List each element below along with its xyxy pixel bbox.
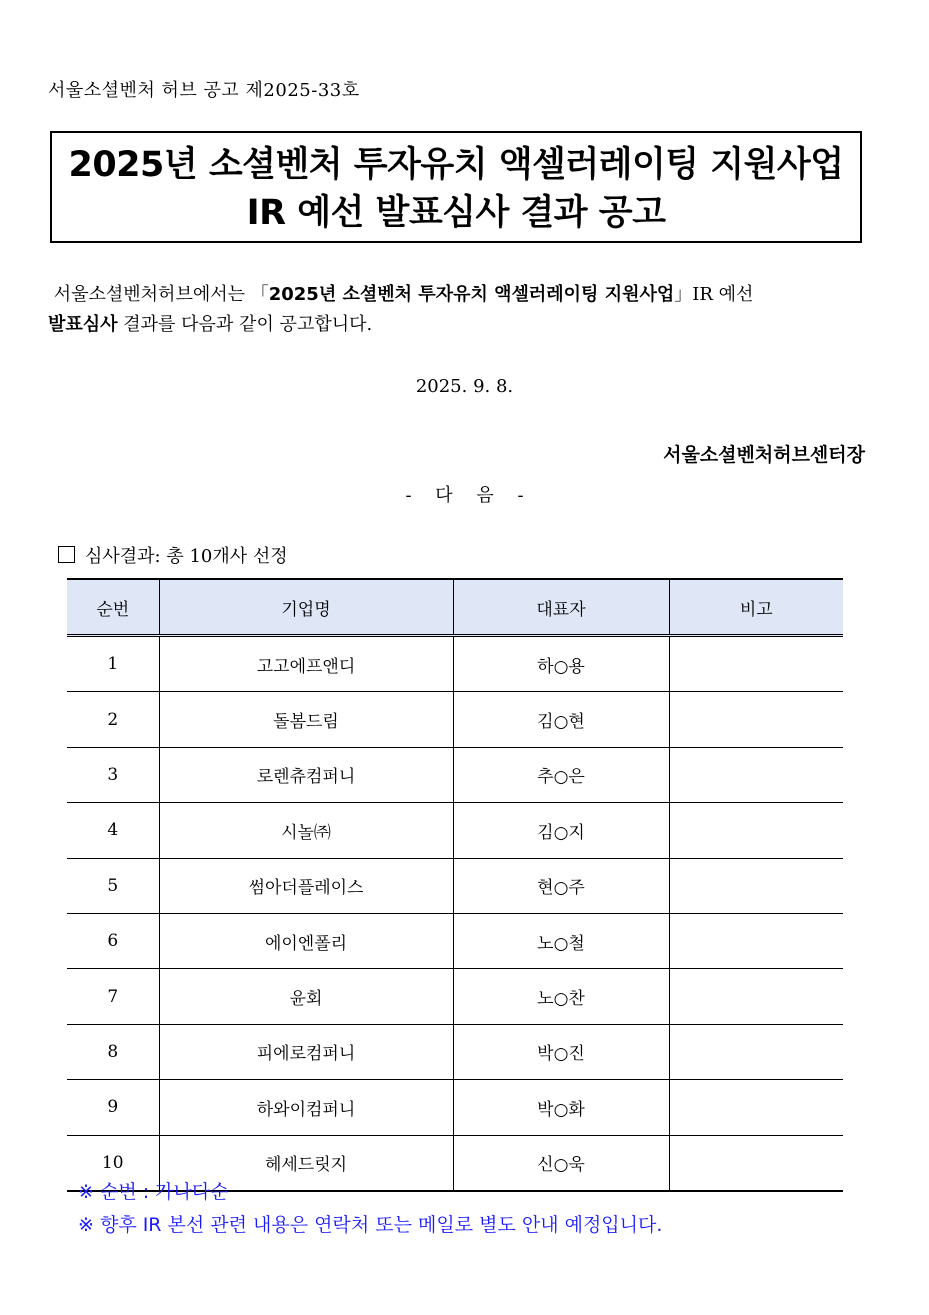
cell-ceo: 박○진 [453,1024,669,1079]
cell-no: 1 [67,636,159,692]
header-company: 기업명 [159,579,453,636]
intro-paragraph [48,280,866,340]
table-row [67,747,843,802]
cell-note [669,1024,843,1079]
note-order: ※ 순번 : 가나다순 [78,1181,229,1203]
cell-note [669,636,843,692]
intro-text-1: 서울소셜벤처허브에서는 「 [53,284,269,305]
notice-number: 서울소셜벤처 허브 공고 제2025-33호 [48,80,360,101]
cell-no: 3 [67,747,159,802]
cell-no: 10 [67,1135,159,1191]
cell-company: 에이엔폴리 [159,913,453,968]
checkbox-square-icon [58,546,75,563]
title-line-1: 2025년 소셜벤처 투자유치 액셀러레이팅 지원사업 [68,145,844,185]
cell-company: 윤회 [159,969,453,1024]
cell-note [669,747,843,802]
cell-ceo: 박○화 [453,1080,669,1135]
cell-no: 9 [67,1080,159,1135]
cell-note [669,692,843,747]
cell-no: 7 [67,969,159,1024]
table-row [67,913,843,968]
cell-ceo: 하○용 [453,636,669,692]
cell-ceo: 노○철 [453,913,669,968]
cell-note [669,858,843,913]
table-header-row [67,579,843,636]
cell-note [669,913,843,968]
table-row [67,969,843,1024]
cell-no: 2 [67,692,159,747]
notice-date: 2025. 9. 8. [415,376,514,397]
intro-bold: 발표심사 [48,314,118,335]
cell-company: 돌봄드림 [159,692,453,747]
header-no: 순번 [67,579,159,636]
header-note: 비고 [669,579,843,636]
issuer: 서울소셜벤처허브센터장 [663,444,865,466]
cell-company: 하와이컴퍼니 [159,1080,453,1135]
cell-company: 피에로컴퍼니 [159,1024,453,1079]
cell-ceo: 김○현 [453,692,669,747]
cell-company: 썸아더플레이스 [159,858,453,913]
cell-no: 5 [67,858,159,913]
cell-note [669,1135,843,1191]
results-table [67,578,843,1192]
cell-note [669,803,843,858]
program-name: 2025년 소셜벤처 투자유치 액셀러레이팅 지원사업 [268,284,675,305]
following-heading: - 다 음 - [405,485,524,506]
cell-note [669,969,843,1024]
table-row [67,636,843,692]
cell-ceo: 추○은 [453,747,669,802]
cell-note [669,1080,843,1135]
section-title [58,542,288,568]
cell-no: 4 [67,803,159,858]
table-row [67,858,843,913]
cell-ceo: 노○찬 [453,969,669,1024]
cell-ceo: 현○주 [453,858,669,913]
intro-text-3: 결과를 다음과 같이 공고합니다. [117,314,373,335]
cell-ceo: 신○욱 [453,1135,669,1191]
intro-text-2: 」IR 예선 [674,284,754,305]
table-row [67,1080,843,1135]
cell-company: 헤세드릿지 [159,1135,453,1191]
title-line-2: IR 예선 발표심사 결과 공고 [246,193,666,233]
header-ceo: 대표자 [453,579,669,636]
cell-no: 8 [67,1024,159,1079]
cell-ceo: 김○지 [453,803,669,858]
table-row [67,1024,843,1079]
note-final-round: ※ 향후 IR 본선 관련 내용은 연락처 또는 메일로 별도 안내 예정입니다. [78,1214,663,1236]
table-row [67,692,843,747]
section-title-text: 심사결과: 총 10개사 선정 [85,546,288,567]
cell-company: 고고에프앤디 [159,636,453,692]
cell-company: 시놀㈜ [159,803,453,858]
cell-no: 6 [67,913,159,968]
table-row [67,803,843,858]
cell-company: 로렌츄컴퍼니 [159,747,453,802]
title-box [50,131,862,243]
